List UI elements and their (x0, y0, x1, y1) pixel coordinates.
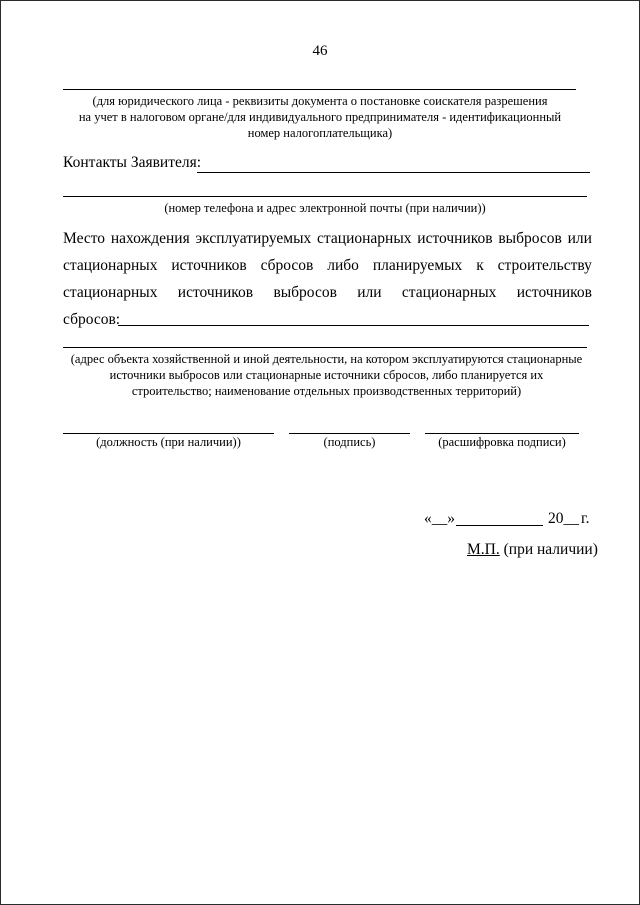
applicant-caption-line-2: на учет в налоговом органе/для индивидуального предпринимателя - идентификационный (78, 110, 562, 124)
date-quote-close: » (447, 510, 455, 527)
word: стационарных (63, 284, 158, 301)
month-blank-line[interactable] (456, 525, 543, 526)
word: источников (516, 284, 592, 301)
signature-decode-field-line[interactable] (425, 433, 579, 434)
word: источников (417, 230, 493, 247)
word: строительству (497, 257, 592, 274)
location-caption (50, 351, 603, 399)
location-field-line[interactable] (118, 325, 589, 326)
location-text-line-2 (63, 257, 592, 275)
word: Место (63, 230, 106, 247)
stamp-mp-label: М.П. (467, 541, 500, 558)
word: планируемых (372, 257, 463, 274)
signature-decode-caption: (расшифровка подписи) (438, 435, 566, 449)
word: эксплуатируемых (195, 230, 312, 247)
location-text-line-3 (63, 284, 592, 302)
word: к (476, 257, 484, 274)
word: выбросов (498, 230, 562, 247)
contacts-field-line-2[interactable] (63, 196, 587, 197)
contacts-caption: (номер телефона и адрес электронной почты (при наличии)) (164, 201, 486, 215)
page-number: 46 (312, 43, 328, 59)
word: стационарных (63, 257, 158, 274)
stamp-area (467, 541, 598, 559)
position-field-line[interactable] (63, 433, 274, 434)
word: источников (177, 284, 254, 301)
signature-caption: (подпись) (323, 435, 376, 449)
applicant-requisites-line[interactable] (63, 89, 576, 90)
signature-field-line[interactable] (289, 433, 410, 434)
word: сбросов (260, 257, 314, 274)
year-prefix: 20__ (548, 510, 579, 527)
applicant-caption-line-3: номер налогоплательщика) (247, 126, 393, 140)
stamp-note: (при наличии) (503, 541, 598, 558)
location-field-line-2[interactable] (63, 347, 587, 348)
contacts-label: Контакты Заявителя: (63, 154, 202, 171)
word: либо (327, 257, 359, 274)
contacts-field-line[interactable] (197, 172, 590, 173)
year-suffix: г. (581, 510, 590, 527)
date-quote-open: « (424, 510, 432, 527)
word: источников (171, 257, 247, 274)
location-label: сбросов: (63, 311, 121, 328)
year-field[interactable] (548, 510, 579, 528)
word: выбросов (273, 284, 337, 301)
location-text-line-1 (63, 230, 592, 248)
day-blank[interactable]: __ (431, 510, 448, 527)
word: стационарных (317, 230, 412, 247)
word: или (357, 284, 382, 301)
location-caption-line-2: источники выбросов или стационарные источники сбросов, либо планируется их (109, 368, 544, 382)
applicant-caption-line-1: (для юридического лица - реквизиты документа о постановке соискателя разрешения (92, 94, 548, 108)
position-caption: (должность (при наличии)) (96, 435, 241, 449)
date-field[interactable] (424, 510, 455, 528)
word: или (567, 230, 592, 247)
location-caption-line-3: строительство; наименование отдельных производственных территорий) (131, 384, 522, 398)
location-caption-line-1: (адрес объекта хозяйственной и иной деятельности, на котором эксплуатируются стационарные (70, 352, 583, 366)
word: нахождения (110, 230, 190, 247)
applicant-requisites-caption (50, 93, 590, 141)
word: стационарных (401, 284, 497, 301)
